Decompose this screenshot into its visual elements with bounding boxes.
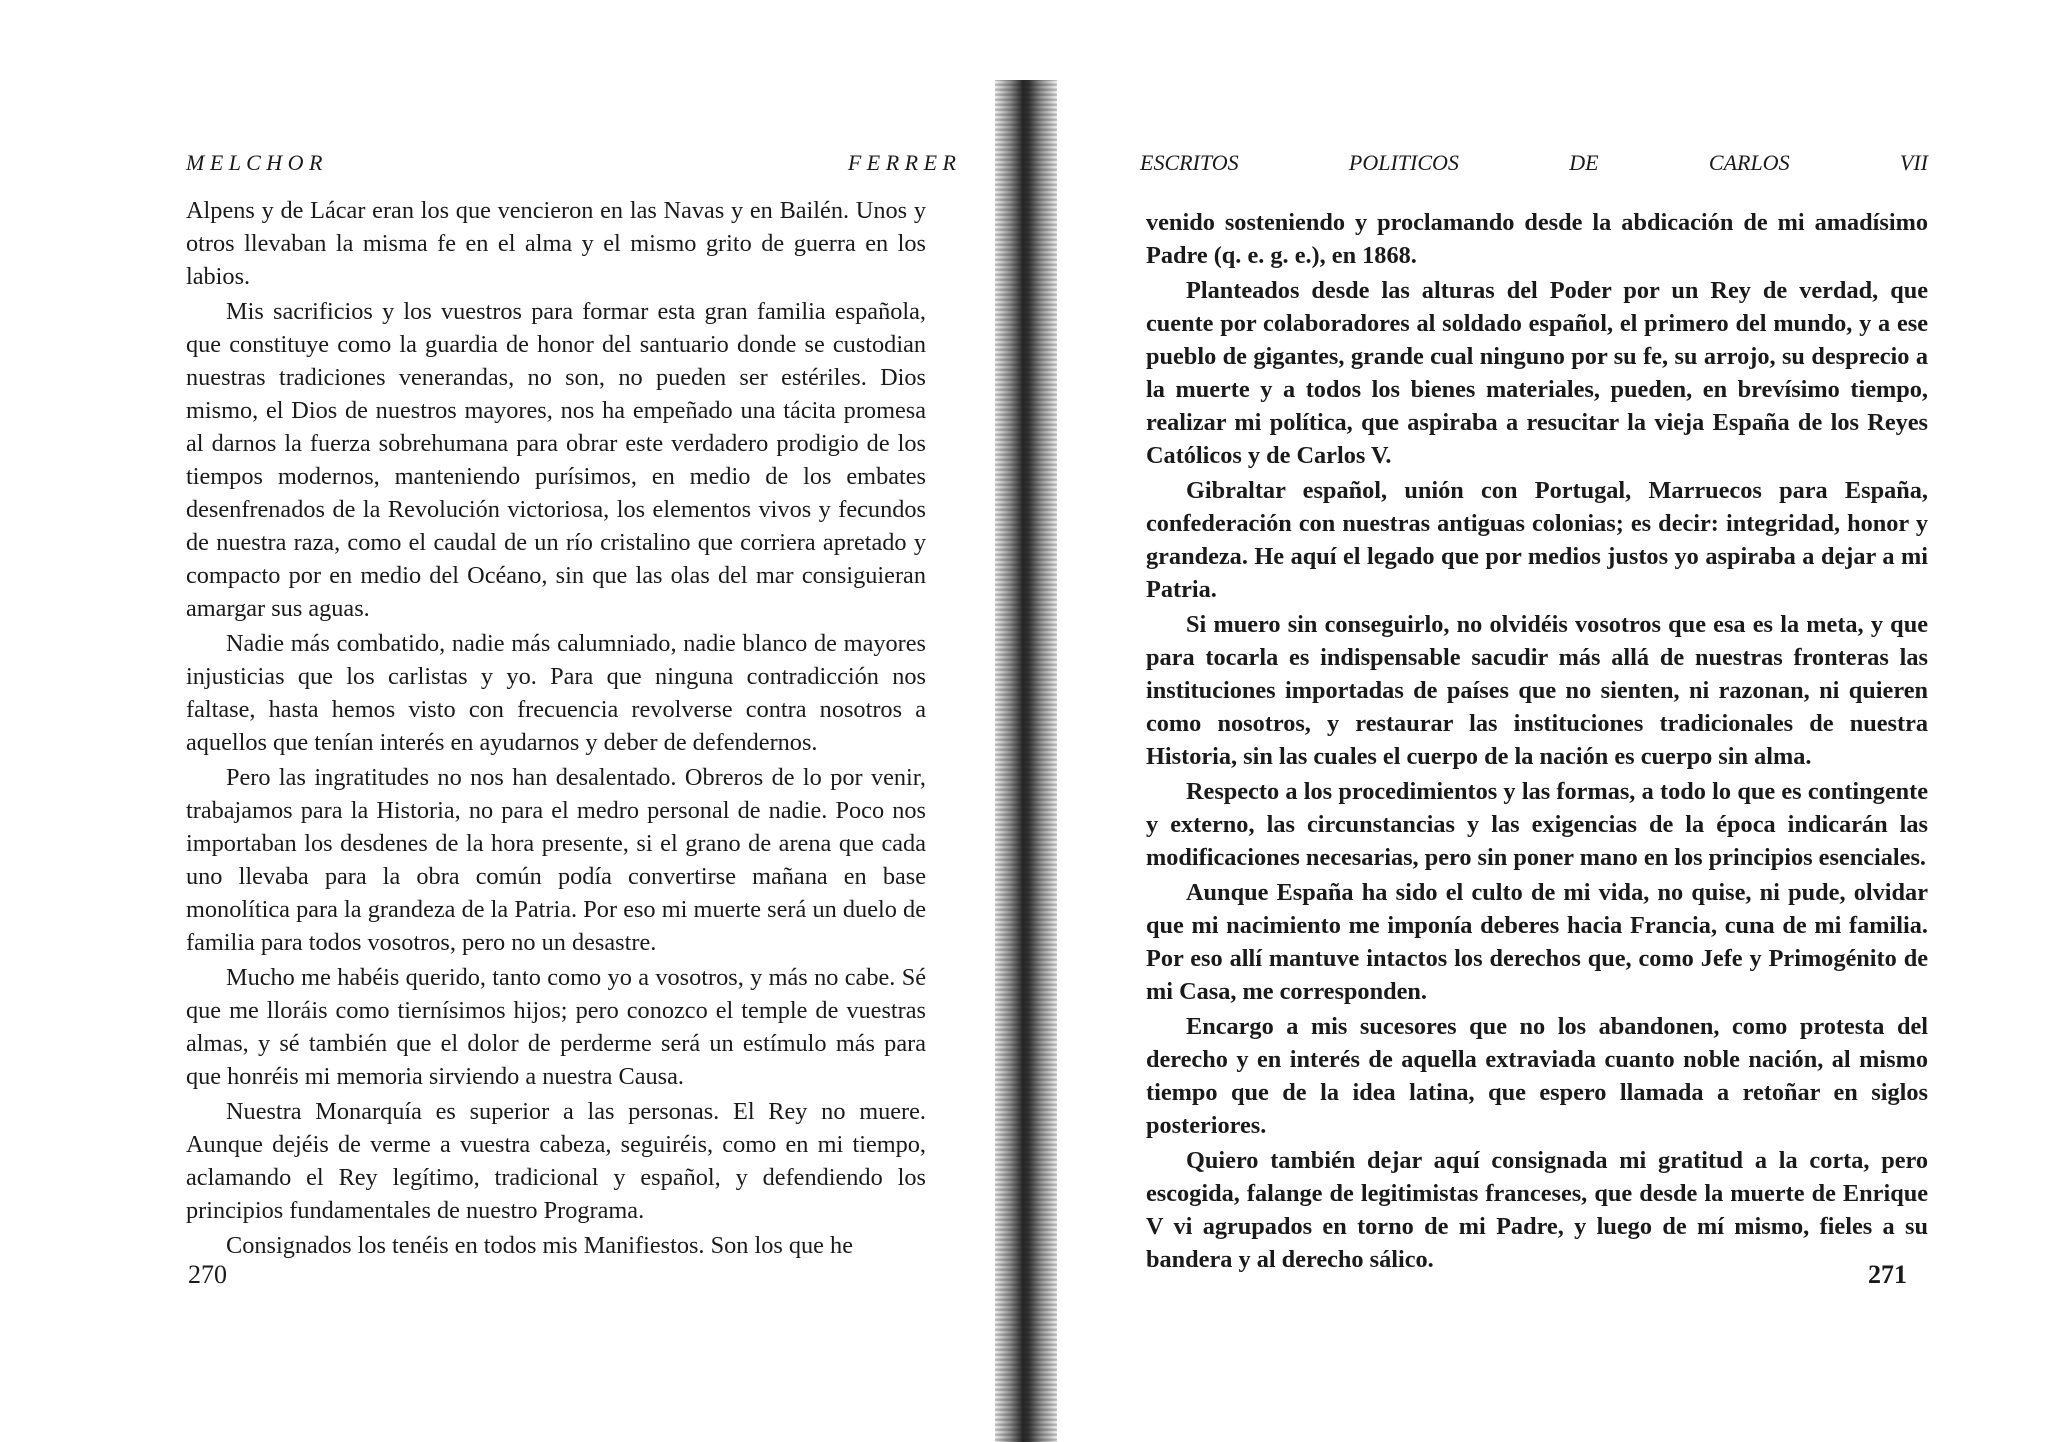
running-head-word: DE xyxy=(1569,150,1599,175)
paragraph: venido sosteniendo y proclamando desde la abdicación de mi amadísimo Padre (q. e. g. e.), en 1868. xyxy=(1146,209,1928,269)
running-head-right xyxy=(1140,150,1928,176)
running-head-author-first: M E L C H O R xyxy=(186,150,323,175)
running-head-word: CARLOS xyxy=(1708,150,1790,175)
paragraph: Nadie más combatido, nadie más calumniado, nadie blanco de mayores injusticias que los carlistas y yo. Para que ninguna contradicción nos faltase, hasta hemos visto con frecuencia revolverse contra nosotros a aquellos que tenían interés en ayudarnos y deber de defendernos. xyxy=(186,630,926,756)
right-page xyxy=(1040,0,2048,1442)
page-number-right: 271 xyxy=(1868,1260,1907,1289)
paragraph: Si muero sin conseguirlo, no olvidéis vosotros que esa es la meta, y que para tocarla es indispensable sacudir más allá de nuestras fronteras las instituciones importadas de países que no sienten, ni razonan, ni quieren como nosotros, y restaurar las instituciones tradicionales de nuestra Historia, sin las cuales el cuerpo de la nación es cuerpo sin alma. xyxy=(1146,611,1928,770)
paragraph: Gibraltar español, unión con Portugal, Marruecos para España, confederación con nuestras antiguas colonias; es decir: integridad, honor y grandeza. He aquí el legado que por medios justos yo aspiraba a dejar a mi Patria. xyxy=(1146,477,1928,603)
running-head-word: POLITICOS xyxy=(1348,150,1459,175)
running-head-left xyxy=(186,150,956,176)
paragraph: Respecto a los procedimientos y las formas, a todo lo que es contingente y externo, las circunstancias y las exigencias de la época indicarán las modificaciones necesarias, pero sin poner mano en los principios esenciales. xyxy=(1146,778,1928,871)
right-body-text xyxy=(1146,206,1928,1276)
paragraph: Quiero también dejar aquí consignada mi gratitud a la corta, pero escogida, falange de legitimistas franceses, que desde la muerte de Enrique V vi agrupados en torno de mi Padre, y luego de mí mismo, fieles a su bandera y al derecho sálico. xyxy=(1146,1147,1928,1273)
paragraph: Mucho me habéis querido, tanto como yo a vosotros, y más no cabe. Sé que me lloráis como tiernísimos hijos; pero conozco el temple de vuestras almas, y sé también que el dolor de perderme será un estímulo más para que honréis mi memoria sirviendo a nuestra Causa. xyxy=(186,964,926,1090)
paragraph: Mis sacrificios y los vuestros para formar esta gran familia española, que constituye como la guardia de honor del santuario donde se custodian nuestras tradiciones venerandas, no son, no pueden ser estériles. Dios mismo, el Dios de nuestros mayores, nos ha empeñado una tácita promesa al darnos la fuerza sobrehumana para obrar este verdadero prodigio de los tiempos modernos, manteniendo purísimos, en medio de los embates desenfrenados de la Revolución victoriosa, los elementos vivos y fecundos de nuestra raza, como el caudal de un río cristalino que corriera apretado y compacto por en medio del Océano, sin que las olas del mar consiguieran amargar sus aguas. xyxy=(186,298,926,622)
left-page xyxy=(0,0,1000,1442)
running-head-word: ESCRITOS xyxy=(1140,150,1239,175)
running-head-author-last: F E R R E R xyxy=(847,150,956,175)
running-head-word: VII xyxy=(1899,150,1928,175)
paragraph: Nuestra Monarquía es superior a las personas. El Rey no muere. Aunque dejéis de verme a vuestra cabeza, seguiréis, como en mi tiempo, aclamando el Rey legítimo, tradicional y español, y defendiendo los principios fundamentales de nuestro Programa. xyxy=(186,1098,926,1224)
paragraph: Encargo a mis sucesores que no los abandonen, como protesta del derecho y en interés de aquella extraviada cuanto noble nación, al mismo tiempo que de la idea latina, que espero llamada a retoñar en siglos posteriores. xyxy=(1146,1013,1928,1139)
paragraph: Pero las ingratitudes no nos han desalentado. Obreros de lo por venir, trabajamos para la Historia, no para el medro personal de nadie. Poco nos importaban los desdenes de la hora presente, si el grano de arena que cada uno llevaba para la obra común podía convertirse mañana en base monolítica para la grandeza de la Patria. Por eso mi muerte será un duelo de familia para todos vosotros, pero no un desastre. xyxy=(186,764,926,956)
paragraph: Alpens y de Lácar eran los que vencieron en las Navas y en Bailén. Unos y otros llevaban la misma fe en el alma y el mismo grito de guerra en los labios. xyxy=(186,197,926,290)
left-body-text xyxy=(186,194,926,1262)
paragraph: Consignados los tenéis en todos mis Manifiestos. Son los que he xyxy=(226,1232,853,1259)
paragraph: Aunque España ha sido el culto de mi vida, no quise, ni pude, olvidar que mi nacimiento me imponía deberes hacia Francia, cuna de mi familia. Por eso allí mantuve intactos los derechos que, como Jefe y Primogénito de mi Casa, me corresponden. xyxy=(1146,879,1928,1005)
paragraph: Planteados desde las alturas del Poder por un Rey de verdad, que cuente por colaboradores al soldado español, el primero del mundo, y a ese pueblo de gigantes, grande cual ninguno por su fe, su arrojo, su desprecio a la muerte y a todos los bienes materiales, pueden, en brevísimo tiempo, realizar mi política, que aspiraba a resucitar la vieja España de los Reyes Católicos y de Carlos V. xyxy=(1146,277,1928,469)
page-number-left: 270 xyxy=(188,1260,227,1289)
